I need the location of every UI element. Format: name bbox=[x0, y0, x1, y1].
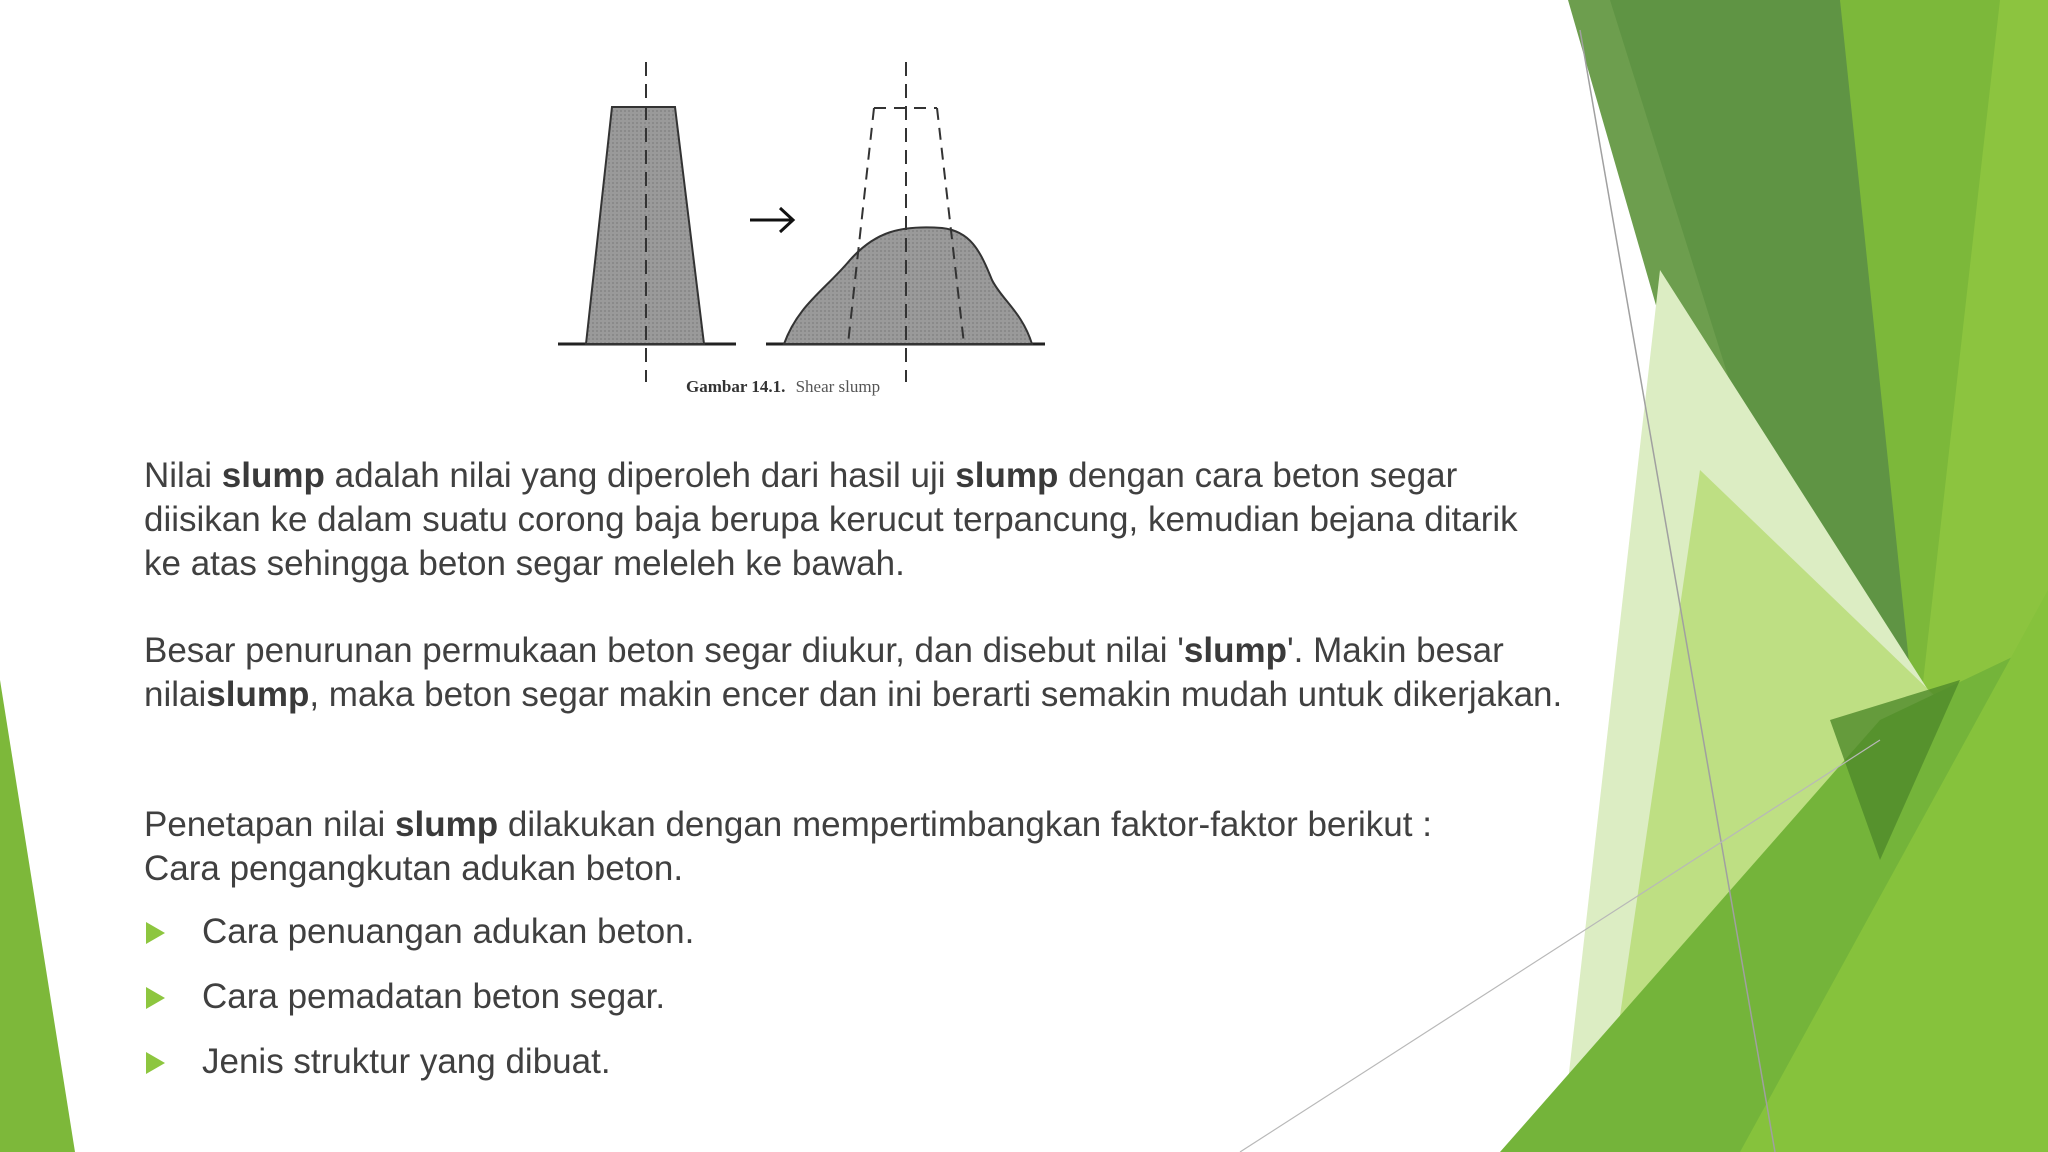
paragraph-slump-factors: Penetapan nilai slump dilakukan dengan mempertimbangkan faktor-faktor berikut : Cara pengangkutan adukan beton. bbox=[144, 805, 1432, 888]
triangle-bullet-icon bbox=[146, 1052, 165, 1074]
bold-slump: slump bbox=[955, 456, 1059, 495]
paragraph-slump-definition: Nilai slump adalah nilai yang diperoleh dari hasil uji slump dengan cara beton segar diisikan ke dalam suatu corong baja berupa kerucut terpancung, kemudian bejana ditarik ke atas sehingga beton segar meleleh ke bawah. bbox=[144, 456, 1518, 583]
caption-text: Shear slump bbox=[795, 377, 881, 396]
triangle-bullet-icon bbox=[146, 987, 165, 1009]
slumped-concrete-shape bbox=[784, 227, 1032, 344]
bold-slump: slump bbox=[206, 675, 310, 714]
figure-caption bbox=[686, 377, 880, 396]
left-green-triangle bbox=[0, 680, 75, 1152]
right-arrow-icon bbox=[750, 208, 793, 232]
bold-slump: slump bbox=[221, 456, 325, 495]
caption-bold: Gambar 14.1. bbox=[686, 377, 786, 396]
list-item-text: Jenis struktur yang dibuat. bbox=[202, 1042, 611, 1081]
factor-bullet-list bbox=[144, 910, 694, 1105]
list-item bbox=[144, 1040, 694, 1084]
list-item-text: Cara penuangan adukan beton. bbox=[202, 912, 695, 951]
bold-slump: slump bbox=[1183, 631, 1287, 670]
bold-slump: slump bbox=[395, 805, 499, 844]
triangle-bullet-icon bbox=[146, 922, 165, 944]
paragraph-slump-measurement: Besar penurunan permukaan beton segar diukur, dan disebut nilai 'slump'. Makin besar nilaislump, maka beton segar makin encer dan ini berarti semakin mudah untuk dikerjakan. bbox=[144, 631, 1563, 714]
list-item bbox=[144, 910, 694, 954]
list-item bbox=[144, 975, 694, 1019]
shear-slump-figure bbox=[540, 50, 1060, 410]
list-item-text: Cara pemadatan beton segar. bbox=[202, 977, 666, 1016]
